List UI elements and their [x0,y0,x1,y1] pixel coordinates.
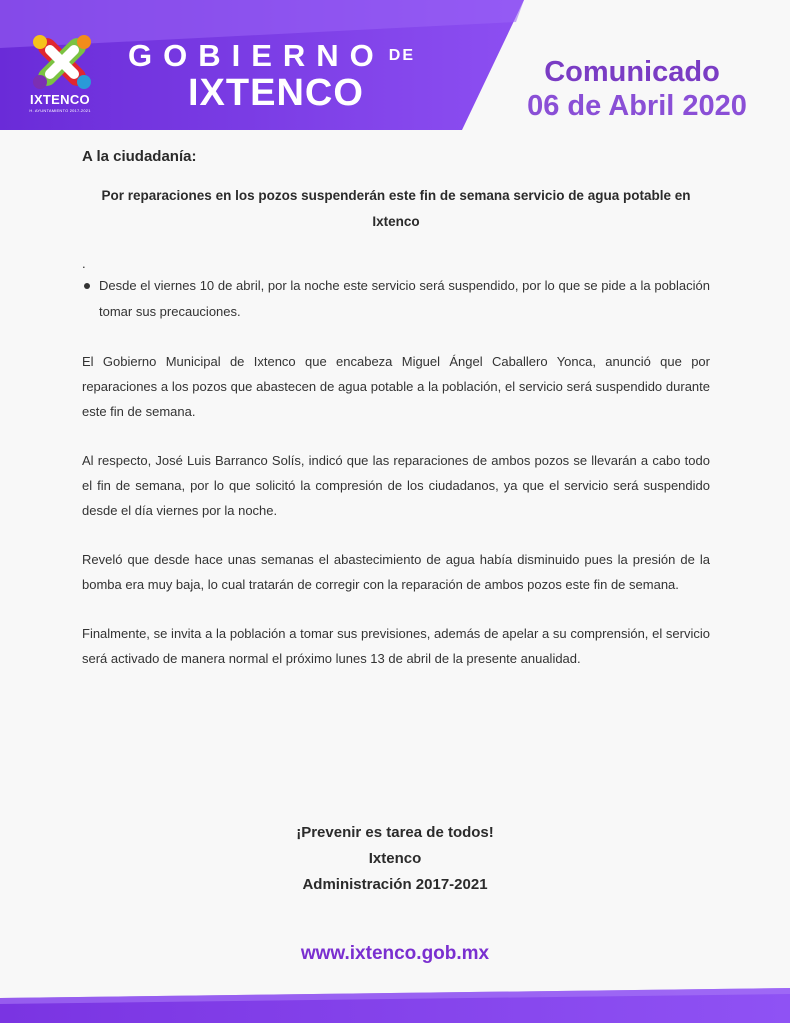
gobierno-de: DE [388,47,416,64]
bullet-dot-icon [84,283,90,289]
gobierno-word: GOBIERNO [128,38,385,73]
logo-name: IXTENCO [30,92,90,107]
paragraph: El Gobierno Municipal de Ixtenco que encabeza Miguel Ángel Caballero Yonca, anunció que por reparaciones a los pozos que abastecen de agua potable a la población, el servicio será suspendido durante este fin de semana. [82,354,710,419]
closing-place: Ixtenco [368,850,422,867]
paragraph: Reveló que desde hace unas semanas el abastecimiento de agua había disminuido pues la presión de la bomba era muy baja, lo cual tratarán de corregir con la reparación de ambos pozos este fin de semana. [82,552,710,592]
greeting: A la ciudadanía: [82,148,197,165]
gobierno-name: IXTENCO [188,72,364,114]
bullet-text: Desde el viernes 10 de abril, por la noche este servicio será suspendido, por lo que se pide a la población tomar sus precauciones. [99,278,710,319]
closing-block [0,820,790,898]
paragraph: Al respecto, José Luis Barranco Solís, indicó que las reparaciones de ambos pozos se llevarán a cabo todo el fin de semana, por lo que solicitó la compresión de los ciudadanos, ya que el servicio será suspendido desde el día viernes por la noche. [82,453,710,518]
bullet-list [82,273,710,325]
paragraph: Finalmente, se invita a la población a tomar sus previsiones, además de apelar a su comprensión, el servicio será activado de manera normal el próximo lunes 13 de abril de la presente anualidad. [82,626,710,666]
slogan: ¡Prevenir es tarea de todos! [296,824,494,841]
comunicado-date: 06 de Abril 2020 [527,90,747,122]
stray-dot: . [82,256,86,271]
header-banner [0,0,790,130]
bullet-item [82,273,710,325]
communique-body [82,148,710,671]
website-link[interactable]: www.ixtenco.gob.mx [300,943,490,964]
comunicado-label: Comunicado [544,56,720,88]
gobierno-heading [128,38,415,74]
footer-band [0,984,790,1023]
headline: Por reparaciones en los pozos suspenderán este fin de semana servicio de agua potable en Ixtenco [101,188,691,229]
administration: Administración 2017-2021 [302,876,488,893]
logo-subtitle: H. AYUNTAMIENTO 2017-2021 [29,108,91,113]
